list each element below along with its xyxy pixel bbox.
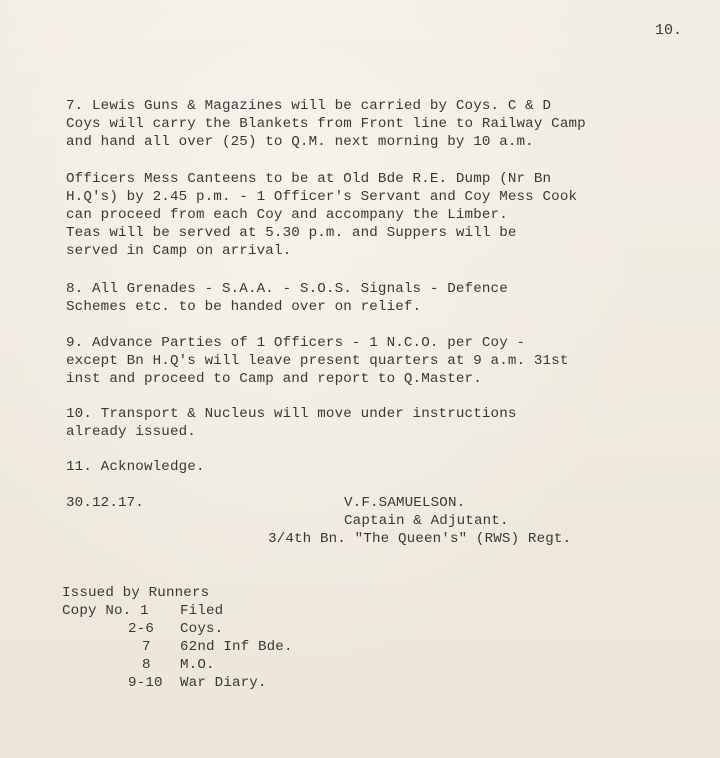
mess-para-line-1: Officers Mess Canteens to be at Old Bde R.E. Dump (Nr Bn — [66, 171, 552, 187]
para-10-line-2: already issued. — [66, 424, 196, 440]
mess-para-line-5: served in Camp on arrival. — [66, 243, 292, 259]
para-8-line-1: 8. All Grenades - S.A.A. - S.O.S. Signals - Defence — [66, 281, 508, 297]
mess-para-line-4: Teas will be served at 5.30 p.m. and Suppers will be — [66, 225, 517, 241]
para-11-line-1: 11. Acknowledge. — [66, 459, 205, 475]
distribution-recipient-5: War Diary. — [180, 675, 267, 691]
distribution-recipient-1: Filed — [180, 603, 224, 619]
para-9-line-2: except Bn H.Q's will leave present quarters at 9 a.m. 31st — [66, 353, 569, 369]
document-date: 30.12.17. — [66, 495, 144, 511]
signatory-unit: 3/4th Bn. "The Queen's" (RWS) Regt. — [268, 531, 572, 547]
mess-para-line-2: H.Q's) by 2.45 p.m. - 1 Officer's Servant and Coy Mess Cook — [66, 189, 578, 205]
mess-para-line-3: can proceed from each Coy and accompany the Limber. — [66, 207, 508, 223]
distribution-recipient-2: Coys. — [180, 621, 224, 637]
distribution-copy-4: 8 — [142, 657, 151, 673]
para-7-line-3: and hand all over (25) to Q.M. next morning by 10 a.m. — [66, 134, 534, 150]
signatory-name: V.F.SAMUELSON. — [344, 495, 466, 511]
distribution-recipient-4: M.O. — [180, 657, 215, 673]
distribution-recipient-3: 62nd Inf Bde. — [180, 639, 293, 655]
distribution-copy-1: Copy No. 1 — [62, 603, 149, 619]
distribution-copy-5: 9-10 — [128, 675, 163, 691]
para-10-line-1: 10. Transport & Nucleus will move under instructions — [66, 406, 517, 422]
para-8-line-2: Schemes etc. to be handed over on relief. — [66, 299, 422, 315]
para-9-line-1: 9. Advance Parties of 1 Officers - 1 N.C.O. per Coy - — [66, 335, 526, 351]
signatory-title: Captain & Adjutant. — [344, 513, 509, 529]
para-7-line-1: 7. Lewis Guns & Magazines will be carried by Coys. C & D — [66, 98, 552, 114]
distribution-copy-3: 7 — [142, 639, 151, 655]
para-9-line-3: inst and proceed to Camp and report to Q.Master. — [66, 371, 482, 387]
distribution-copy-2: 2-6 — [128, 621, 154, 637]
para-7-line-2: Coys will carry the Blankets from Front line to Railway Camp — [66, 116, 586, 132]
page-number: 10. — [655, 22, 683, 39]
distribution-heading: Issued by Runners — [62, 585, 210, 601]
